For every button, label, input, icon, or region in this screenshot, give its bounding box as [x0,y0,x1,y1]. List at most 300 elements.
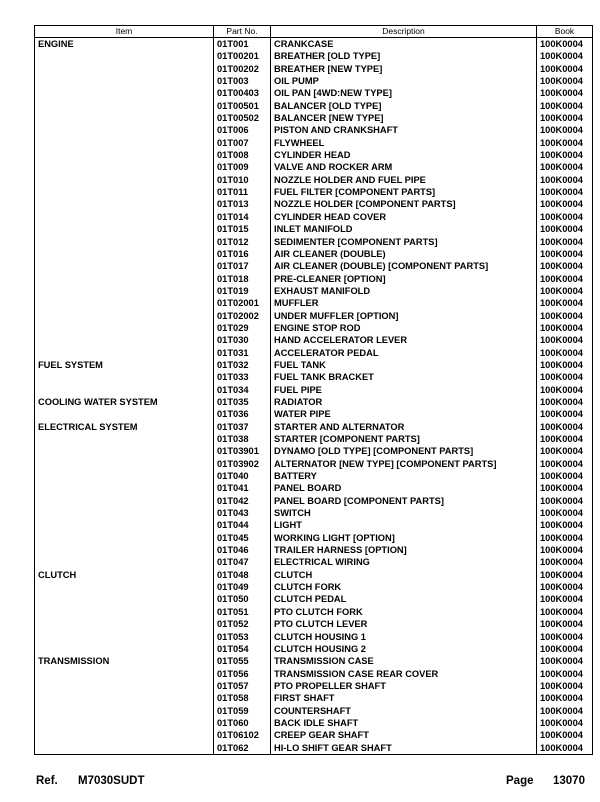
row-description: FUEL FILTER [COMPONENT PARTS] [271,186,537,198]
table-row [35,322,593,334]
row-part-no: 01T057 [214,680,271,692]
row-book: 100K0004 [537,384,593,396]
row-description: PTO CLUTCH FORK [271,606,537,618]
table-row [35,38,593,51]
row-item [35,643,214,655]
row-item: ELECTRICAL SYSTEM [35,421,214,433]
row-description: VALVE AND ROCKER ARM [271,161,537,173]
table-row [35,211,593,223]
row-book: 100K0004 [537,87,593,99]
row-part-no: 01T02001 [214,297,271,309]
row-part-no: 01T047 [214,556,271,568]
row-part-no: 01T060 [214,717,271,729]
row-description: ALTERNATOR [NEW TYPE] [COMPONENT PARTS] [271,458,537,470]
row-item [35,445,214,457]
row-book: 100K0004 [537,470,593,482]
row-part-no: 01T044 [214,519,271,531]
row-item [35,581,214,593]
table-row [35,470,593,482]
row-part-no: 01T054 [214,643,271,655]
row-part-no: 01T03902 [214,458,271,470]
row-book: 100K0004 [537,161,593,173]
row-item [35,507,214,519]
row-part-no: 01T007 [214,137,271,149]
header-description: Description [271,26,537,38]
row-item: COOLING WATER SYSTEM [35,396,214,408]
table-row [35,174,593,186]
row-description: EXHAUST MANIFOLD [271,285,537,297]
row-item [35,717,214,729]
table-row [35,692,593,704]
row-part-no: 01T052 [214,618,271,630]
row-item [35,470,214,482]
row-item [35,87,214,99]
row-description: COUNTERSHAFT [271,705,537,717]
row-item [35,384,214,396]
row-part-no: 01T00403 [214,87,271,99]
row-item [35,223,214,235]
row-book: 100K0004 [537,322,593,334]
row-item [35,198,214,210]
row-description: ELECTRICAL WIRING [271,556,537,568]
row-description: PRE-CLEANER [OPTION] [271,273,537,285]
row-description: WATER PIPE [271,408,537,420]
row-item [35,174,214,186]
row-book: 100K0004 [537,519,593,531]
row-description: CLUTCH HOUSING 2 [271,643,537,655]
row-description: FUEL PIPE [271,384,537,396]
row-item [35,124,214,136]
table-row [35,371,593,383]
row-description: HI-LO SHIFT GEAR SHAFT [271,742,537,755]
row-item [35,186,214,198]
row-item [35,50,214,62]
row-item [35,680,214,692]
row-part-no: 01T06102 [214,729,271,741]
row-description: OIL PUMP [271,75,537,87]
row-item [35,310,214,322]
row-book: 100K0004 [537,124,593,136]
row-description: ENGINE STOP ROD [271,322,537,334]
row-item [35,705,214,717]
row-book: 100K0004 [537,100,593,112]
row-description: ACCELERATOR PEDAL [271,347,537,359]
row-description: RADIATOR [271,396,537,408]
table-row [35,149,593,161]
row-book: 100K0004 [537,717,593,729]
row-description: TRANSMISSION CASE [271,655,537,667]
row-part-no: 01T014 [214,211,271,223]
row-item [35,371,214,383]
table-row [35,668,593,680]
table-row [35,161,593,173]
row-description: PISTON AND CRANKSHAFT [271,124,537,136]
row-description: CLUTCH FORK [271,581,537,593]
row-item [35,297,214,309]
row-item [35,161,214,173]
row-book: 100K0004 [537,198,593,210]
row-part-no: 01T050 [214,593,271,605]
row-book: 100K0004 [537,581,593,593]
row-description: STARTER [COMPONENT PARTS] [271,433,537,445]
table-row [35,705,593,717]
row-book: 100K0004 [537,482,593,494]
table-row [35,285,593,297]
table-row [35,408,593,420]
row-description: PTO PROPELLER SHAFT [271,680,537,692]
table-row [35,445,593,457]
row-book: 100K0004 [537,371,593,383]
row-description: FUEL TANK [271,359,537,371]
row-part-no: 01T034 [214,384,271,396]
row-book: 100K0004 [537,655,593,667]
row-description: BREATHER [OLD TYPE] [271,50,537,62]
row-item [35,606,214,618]
row-book: 100K0004 [537,458,593,470]
row-book: 100K0004 [537,569,593,581]
row-book: 100K0004 [537,359,593,371]
row-description: CYLINDER HEAD COVER [271,211,537,223]
row-part-no: 01T02002 [214,310,271,322]
row-description: SWITCH [271,507,537,519]
row-book: 100K0004 [537,38,593,51]
row-part-no: 01T055 [214,655,271,667]
table-row [35,236,593,248]
row-part-no: 01T036 [214,408,271,420]
row-book: 100K0004 [537,223,593,235]
row-part-no: 01T029 [214,322,271,334]
header-book: Book [537,26,593,38]
row-item [35,593,214,605]
row-description: NOZZLE HOLDER AND FUEL PIPE [271,174,537,186]
table-row [35,507,593,519]
row-book: 100K0004 [537,668,593,680]
row-part-no: 01T059 [214,705,271,717]
row-part-no: 01T040 [214,470,271,482]
parts-table [34,25,593,755]
row-part-no: 01T048 [214,569,271,581]
row-part-no: 01T00201 [214,50,271,62]
row-book: 100K0004 [537,556,593,568]
row-item [35,519,214,531]
row-book: 100K0004 [537,618,593,630]
row-description: OIL PAN [4WD:NEW TYPE] [271,87,537,99]
row-book: 100K0004 [537,112,593,124]
row-part-no: 01T033 [214,371,271,383]
row-book: 100K0004 [537,174,593,186]
row-part-no: 01T012 [214,236,271,248]
row-part-no: 01T037 [214,421,271,433]
table-row [35,124,593,136]
row-description: HAND ACCELERATOR LEVER [271,334,537,346]
row-description: FIRST SHAFT [271,692,537,704]
row-description: PTO CLUTCH LEVER [271,618,537,630]
table-row [35,63,593,75]
row-part-no: 01T03901 [214,445,271,457]
page-label: Page [506,775,534,787]
table-row [35,87,593,99]
row-part-no: 01T031 [214,347,271,359]
table-row [35,482,593,494]
row-book: 100K0004 [537,544,593,556]
row-part-no: 01T032 [214,359,271,371]
row-part-no: 01T019 [214,285,271,297]
row-item [35,495,214,507]
ref-label: Ref. [36,775,58,787]
row-part-no: 01T062 [214,742,271,755]
row-book: 100K0004 [537,211,593,223]
row-description: BATTERY [271,470,537,482]
row-item [35,532,214,544]
row-item [35,334,214,346]
row-part-no: 01T035 [214,396,271,408]
table-row [35,297,593,309]
row-item [35,433,214,445]
row-book: 100K0004 [537,310,593,322]
row-description: CRANKCASE [271,38,537,51]
table-row [35,186,593,198]
row-book: 100K0004 [537,63,593,75]
row-part-no: 01T058 [214,692,271,704]
row-book: 100K0004 [537,606,593,618]
header-part-no: Part No. [214,26,271,38]
row-description: CLUTCH [271,569,537,581]
page-footer [34,774,592,788]
row-description: CYLINDER HEAD [271,149,537,161]
row-book: 100K0004 [537,347,593,359]
row-part-no: 01T043 [214,507,271,519]
row-description: WORKING LIGHT [OPTION] [271,532,537,544]
row-item [35,482,214,494]
table-row [35,100,593,112]
row-part-no: 01T010 [214,174,271,186]
row-part-no: 01T003 [214,75,271,87]
row-book: 100K0004 [537,137,593,149]
row-item: CLUTCH [35,569,214,581]
row-part-no: 01T009 [214,161,271,173]
table-row [35,384,593,396]
table-row [35,606,593,618]
row-part-no: 01T008 [214,149,271,161]
row-part-no: 01T017 [214,260,271,272]
table-row [35,742,593,755]
row-part-no: 01T011 [214,186,271,198]
row-item [35,211,214,223]
row-part-no: 01T045 [214,532,271,544]
row-item [35,248,214,260]
table-row [35,717,593,729]
row-description: TRANSMISSION CASE REAR COVER [271,668,537,680]
row-description: INLET MANIFOLD [271,223,537,235]
row-description: FLYWHEEL [271,137,537,149]
row-item [35,100,214,112]
row-item [35,273,214,285]
row-item [35,544,214,556]
row-description: AIR CLEANER (DOUBLE) [COMPONENT PARTS] [271,260,537,272]
row-book: 100K0004 [537,631,593,643]
row-part-no: 01T018 [214,273,271,285]
row-item [35,112,214,124]
model-number: M7030SUDT [78,775,145,787]
header-item: Item [35,26,214,38]
row-description: LIGHT [271,519,537,531]
row-item [35,729,214,741]
row-description: FUEL TANK BRACKET [271,371,537,383]
row-book: 100K0004 [537,705,593,717]
row-item [35,322,214,334]
table-row [35,112,593,124]
table-row [35,569,593,581]
row-description: CLUTCH HOUSING 1 [271,631,537,643]
row-part-no: 01T053 [214,631,271,643]
row-book: 100K0004 [537,692,593,704]
row-book: 100K0004 [537,495,593,507]
row-part-no: 01T049 [214,581,271,593]
table-row [35,223,593,235]
row-part-no: 01T042 [214,495,271,507]
table-row [35,581,593,593]
row-item: ENGINE [35,38,214,51]
row-item [35,692,214,704]
row-book: 100K0004 [537,680,593,692]
row-description: BACK IDLE SHAFT [271,717,537,729]
row-book: 100K0004 [537,334,593,346]
row-book: 100K0004 [537,593,593,605]
row-part-no: 01T056 [214,668,271,680]
row-book: 100K0004 [537,273,593,285]
row-book: 100K0004 [537,742,593,755]
table-row [35,655,593,667]
table-row [35,359,593,371]
row-book: 100K0004 [537,643,593,655]
row-part-no: 01T046 [214,544,271,556]
row-book: 100K0004 [537,421,593,433]
row-book: 100K0004 [537,408,593,420]
row-part-no: 01T030 [214,334,271,346]
row-part-no: 01T00501 [214,100,271,112]
page-number: 13070 [553,775,585,787]
table-row [35,458,593,470]
row-item [35,631,214,643]
row-book: 100K0004 [537,729,593,741]
table-row [35,593,593,605]
row-part-no: 01T00502 [214,112,271,124]
row-part-no: 01T038 [214,433,271,445]
table-row [35,680,593,692]
row-part-no: 01T015 [214,223,271,235]
row-description: MUFFLER [271,297,537,309]
row-item [35,75,214,87]
row-item [35,668,214,680]
row-part-no: 01T00202 [214,63,271,75]
row-description: STARTER AND ALTERNATOR [271,421,537,433]
row-item [35,347,214,359]
row-book: 100K0004 [537,433,593,445]
row-book: 100K0004 [537,75,593,87]
row-description: BALANCER [OLD TYPE] [271,100,537,112]
table-row [35,334,593,346]
row-description: NOZZLE HOLDER [COMPONENT PARTS] [271,198,537,210]
table-row [35,643,593,655]
row-part-no: 01T013 [214,198,271,210]
row-description: PANEL BOARD [271,482,537,494]
row-part-no: 01T041 [214,482,271,494]
row-part-no: 01T051 [214,606,271,618]
table-row [35,556,593,568]
row-item [35,260,214,272]
table-row [35,532,593,544]
table-row [35,433,593,445]
row-description: CLUTCH PEDAL [271,593,537,605]
row-item [35,556,214,568]
row-description: BREATHER [NEW TYPE] [271,63,537,75]
row-book: 100K0004 [537,260,593,272]
row-item: TRANSMISSION [35,655,214,667]
table-row [35,631,593,643]
row-book: 100K0004 [537,285,593,297]
row-item [35,618,214,630]
row-part-no: 01T006 [214,124,271,136]
table-row [35,729,593,741]
table-row [35,75,593,87]
row-item [35,149,214,161]
table-row [35,198,593,210]
table-row [35,50,593,62]
row-description: BALANCER [NEW TYPE] [271,112,537,124]
row-item [35,408,214,420]
row-book: 100K0004 [537,297,593,309]
row-description: CREEP GEAR SHAFT [271,729,537,741]
table-row [35,519,593,531]
table-row [35,347,593,359]
table-row [35,495,593,507]
row-description: TRAILER HARNESS [OPTION] [271,544,537,556]
row-book: 100K0004 [537,149,593,161]
row-item [35,236,214,248]
table-row [35,544,593,556]
row-description: SEDIMENTER [COMPONENT PARTS] [271,236,537,248]
row-book: 100K0004 [537,445,593,457]
table-row [35,260,593,272]
row-book: 100K0004 [537,236,593,248]
row-book: 100K0004 [537,507,593,519]
table-row [35,248,593,260]
row-part-no: 01T016 [214,248,271,260]
row-item [35,742,214,755]
row-item [35,137,214,149]
row-book: 100K0004 [537,50,593,62]
row-item [35,285,214,297]
row-description: UNDER MUFFLER [OPTION] [271,310,537,322]
table-row [35,618,593,630]
table-row [35,137,593,149]
row-book: 100K0004 [537,248,593,260]
row-item: FUEL SYSTEM [35,359,214,371]
table-row [35,421,593,433]
row-book: 100K0004 [537,396,593,408]
row-book: 100K0004 [537,186,593,198]
table-row [35,310,593,322]
row-part-no: 01T001 [214,38,271,51]
row-item [35,63,214,75]
row-book: 100K0004 [537,532,593,544]
table-row [35,396,593,408]
row-description: AIR CLEANER (DOUBLE) [271,248,537,260]
table-row [35,273,593,285]
row-description: PANEL BOARD [COMPONENT PARTS] [271,495,537,507]
row-item [35,458,214,470]
table-header-row [35,26,593,38]
